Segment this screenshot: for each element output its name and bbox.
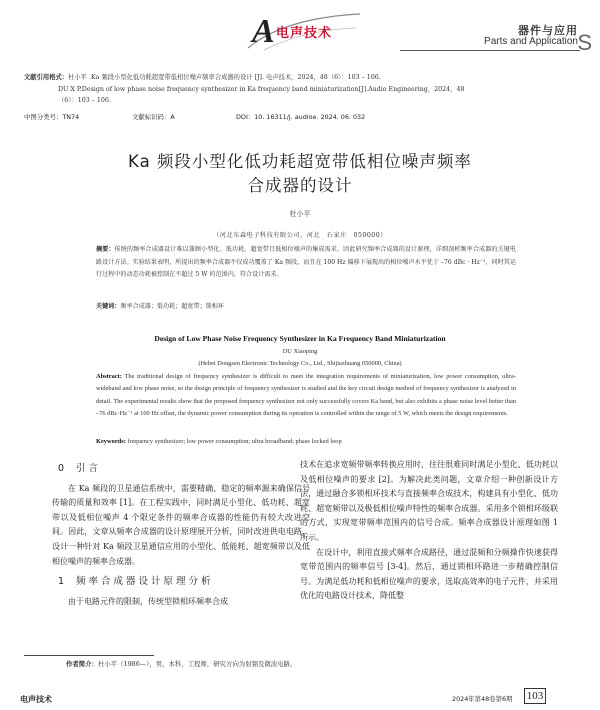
abstract-cn	[96, 244, 516, 282]
section-mark: S	[577, 30, 592, 55]
keywords-en	[96, 438, 516, 445]
paragraph: 在 Ka 频段的卫星通信系统中，需要精确、稳定的频率源来确保信号传输的质量和效率 [1]。在工程实践中，同时满足小型化、低功耗、超宽带以及低相位噪声 4 个限定条件的频率合成器的性能仍有较大改进空间。因此，文章从频率合成器的设计原理展开分析，同时改进供电电路，设计一种针对 Ka 频段卫星通信应用的小型化、低能耗、超宽频带以及低相位噪声的频率合成器。	[52, 483, 310, 566]
keywords-en-text: frequency synthesizer; low power consumption; ultra broadband; phase locked loop	[127, 438, 342, 445]
section-title-en: Parts and Application	[484, 36, 578, 47]
keywords-cn	[96, 301, 516, 310]
abstract-cn-text: 传统的频率合成器设计难以兼顾小型化、低功耗、超宽带且低相位噪声的集成需求，因此研究频率合成器的设计原理，详细剖析频率合成器的关键电路设计方法。实验结果表明，所提出的频率合成器不仅成功覆盖了 Ka 频段，而且在 100 Hz 偏移下展现出的相位噪声水平优于 –76 dBc · Hz⁻¹，同时其运行过程中的动态功耗被控制在不超过 5 W 的范围内，符合设计需求。	[96, 246, 517, 279]
paragraph: 技术在追求宽频带频率转换应用时，往往很难同时满足小型化、低功耗以及低相位噪声的要求 [2]。为解决此类问题，文章介绍一种创新设计方法，通过融合多锁相环技术与直接频率合成技术，构建具有小型化、低功耗、超宽频带以及极低相位噪声特性的频率合成器。采用多个锁相环级联的方式，实现宽带频率范围内的信号合成。频率合成器设计原理如图 1 所示。	[300, 460, 558, 542]
section-number: 0	[58, 463, 65, 474]
abstract-en-label: Abstract:	[96, 373, 122, 380]
citation-block	[24, 72, 580, 107]
abstract-cn-label: 摘要：	[96, 246, 115, 253]
keywords-cn-label: 关键词：	[96, 303, 121, 310]
footnote-text: 杜小平（1986—），男，本科，工程师，研究方向为射频及微波电路。	[97, 660, 297, 668]
abstract-en-text: The traditional design of frequency synthesizer is difficult to meet the integration requirements of miniaturization, low power consumption, ultra-wideband and low phase noise, so the design principle of frequency synthesizer is studied and the key circuit design method of frequency synthesizer is analyzed in detail. The experimental results show that the proposed frequency synthesizer not only successfully covers Ka band, but also exhibits a phase noise level better than –76 dBc·Hz⁻¹ at 100 Hz offset, the dynamic power consumption during its operation is controlled within the range of 5 W, which meets the design requirements.	[96, 373, 516, 418]
footnote-rule	[24, 655, 154, 656]
journal-logo-letter: A	[252, 13, 275, 50]
author-footnote	[66, 659, 296, 668]
body-right-column	[300, 458, 558, 604]
section-heading-0	[58, 462, 310, 477]
section-title-cn: 器件与应用	[518, 24, 578, 37]
author-en: DU Xiaoping	[282, 348, 318, 355]
header-rule	[400, 50, 580, 51]
clc-number: 中图分类号：TN74	[24, 113, 80, 121]
citation-en-line1: DU X P.Design of low phase noise frequency synthesizer in Ka frequency band miniaturization[J].Audio Engineering，2024，48	[58, 85, 465, 93]
doi: DOI：10. 16311/j. audioe. 2024. 06. 032	[236, 113, 366, 121]
author-cn: 杜小平	[289, 210, 311, 218]
citation-en-line2: （6）：103 – 106.	[58, 97, 111, 104]
journal-logo-text: 电声技术	[276, 26, 333, 41]
affiliation-cn: （河北东森电子科技有限公司，河北 石家庄 050000）	[213, 232, 387, 239]
citation-cn: 杜小平 .Ka 频段小型化低功耗超宽带低相位噪声频率合成器的设计 [J]. 电声技术，2024，48（6）：103 – 106.	[68, 74, 381, 81]
page-header	[0, 0, 600, 62]
section-heading-1	[58, 575, 310, 590]
citation-cn-line	[24, 72, 580, 84]
keywords-cn-text: 频率合成器；低功耗；超宽带；锁相环	[120, 303, 224, 310]
section-title: 引言	[76, 463, 102, 474]
document-code: 文献标识码：A	[132, 113, 175, 121]
title-en: Design of Low Phase Noise Frequency Synthesizer in Ka Frequency Band Miniaturization	[154, 334, 446, 343]
abstract-en	[96, 371, 516, 421]
affiliation-en: (Hebei Dongsen Electronic Technology Co., Ltd., Shijiazhuang 050000, China)	[198, 360, 402, 367]
paragraph: 由于电路元件的限制，传统型锁相环频率合成	[68, 596, 228, 606]
title-cn-line2: 合成器的设计	[247, 176, 353, 195]
paragraph: 在设计中，利用直接式频率合成路径，通过混频和分频操作快速获得宽带范围内的频率信号 [3-4]。然后，通过锁相环路进一步精确控制信号。为满足低功耗和低相位噪声的要求，选取高效率的电子元件，并采用优化的电路设计技术，降低整	[300, 547, 558, 601]
issue-info: 2024年第48卷第6期	[452, 695, 513, 703]
footnote-label: 作者简介：	[66, 660, 98, 668]
section-title: 频率合成器设计原理分析	[76, 576, 214, 588]
page-number: 103	[524, 688, 546, 704]
keywords-en-label: Keywords:	[96, 438, 126, 445]
section-number: 1	[58, 576, 65, 588]
footer-journal-name: 电声技术	[20, 695, 52, 704]
title-cn-line1: Ka 频段小型化低功耗超宽带低相位噪声频率	[128, 152, 472, 171]
body-left-column	[52, 458, 310, 609]
citation-label: 文献引用格式：	[24, 74, 69, 81]
